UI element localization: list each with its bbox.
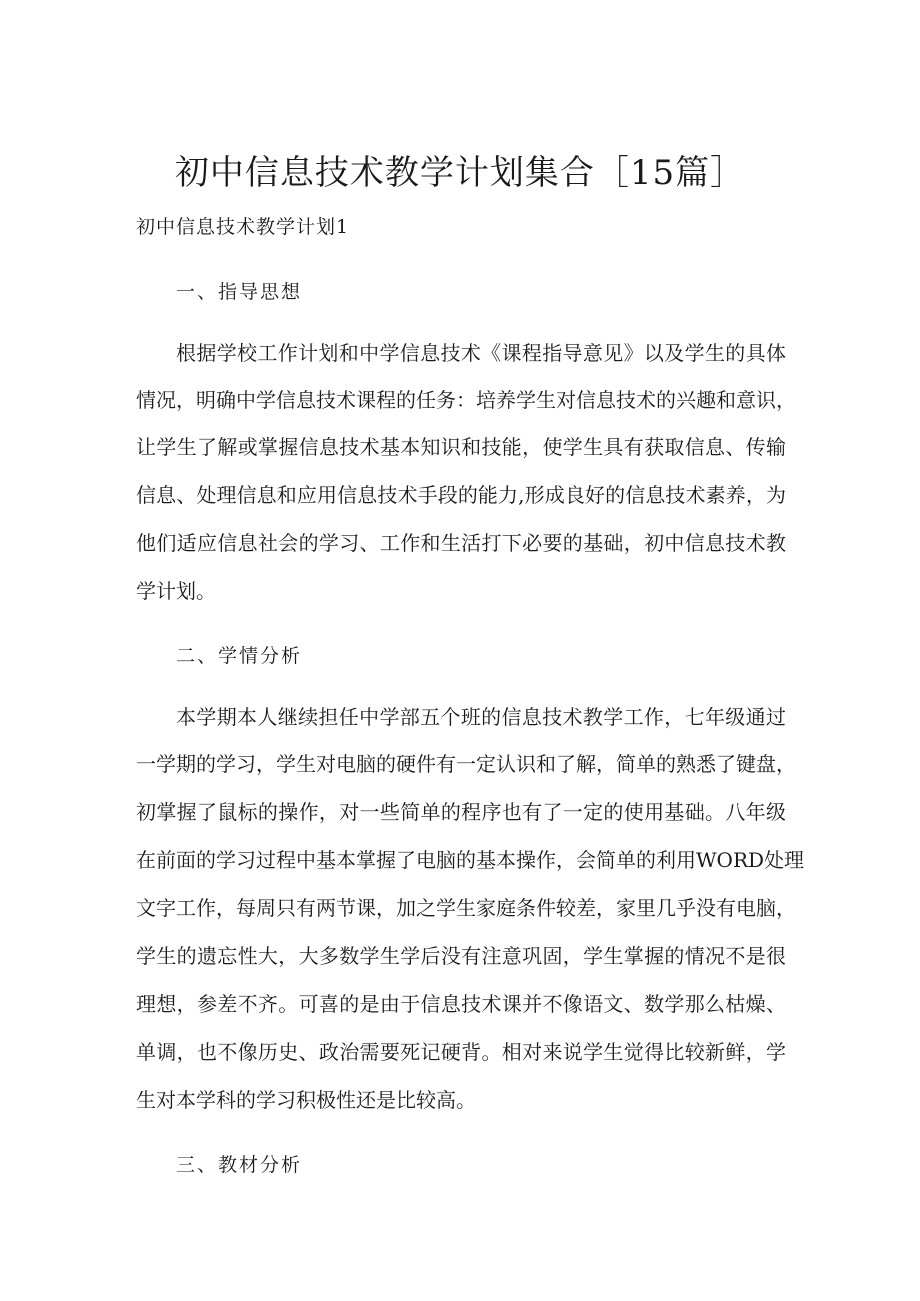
section-heading-student-analysis: 二、学情分析 — [176, 645, 303, 667]
paragraph-line: 根据学校工作计划和中学信息技术《课程指导意见》以及学生的具体 — [176, 341, 786, 365]
section-heading-textbook-analysis: 三、教材分析 — [176, 1154, 303, 1176]
paragraph-line: 初掌握了鼠标的操作，对一些简单的程序也有了一定的使用基础。八年级 — [136, 800, 786, 824]
paragraph-line: 让学生了解或掌握信息技术基本知识和技能，使学生具有获取信息、传输 — [136, 435, 786, 459]
paragraph-line: 理想，参差不齐。可喜的是由于信息技术课并不像语文、数学那么枯燥、 — [136, 992, 786, 1016]
document-subtitle: 初中信息技术教学计划1 — [136, 216, 350, 238]
paragraph-line: 在前面的学习过程中基本掌握了电脑的基本操作，会简单的利用WORD处理 — [136, 848, 805, 872]
paragraph-line: 文字工作，每周只有两节课，加之学生家庭条件较差，家里几乎没有电脑， — [136, 896, 796, 920]
paragraph-line: 情况，明确中学信息技术课程的任务：培养学生对信息技术的兴趣和意识， — [136, 388, 796, 412]
document-title: 初中信息技术教学计划集合［15篇］ — [174, 153, 746, 193]
paragraph-line: 生对本学科的学习积极性还是比较高。 — [136, 1088, 476, 1112]
paragraph-line: 学计划。 — [136, 579, 216, 603]
paragraph-line: 他们适应信息社会的学习、工作和生活打下必要的基础，初中信息技术教 — [136, 531, 786, 555]
paragraph-line: 一学期的学习，学生对电脑的硬件有一定认识和了解，简单的熟悉了键盘， — [136, 752, 796, 776]
section-heading-guiding-ideology: 一、指导思想 — [176, 281, 303, 303]
paragraph-line: 学生的遗忘性大，大多数学生学后没有注意巩固，学生掌握的情况不是很 — [136, 944, 786, 968]
paragraph-line: 本学期本人继续担任中学部五个班的信息技术教学工作，七年级通过 — [176, 705, 786, 729]
paragraph-line: 信息、处理信息和应用信息技术手段的能力,形成良好的信息技术素养，为 — [136, 483, 786, 507]
paragraph-line: 单调，也不像历史、政治需要死记硬背。相对来说学生觉得比较新鲜，学 — [136, 1040, 786, 1064]
